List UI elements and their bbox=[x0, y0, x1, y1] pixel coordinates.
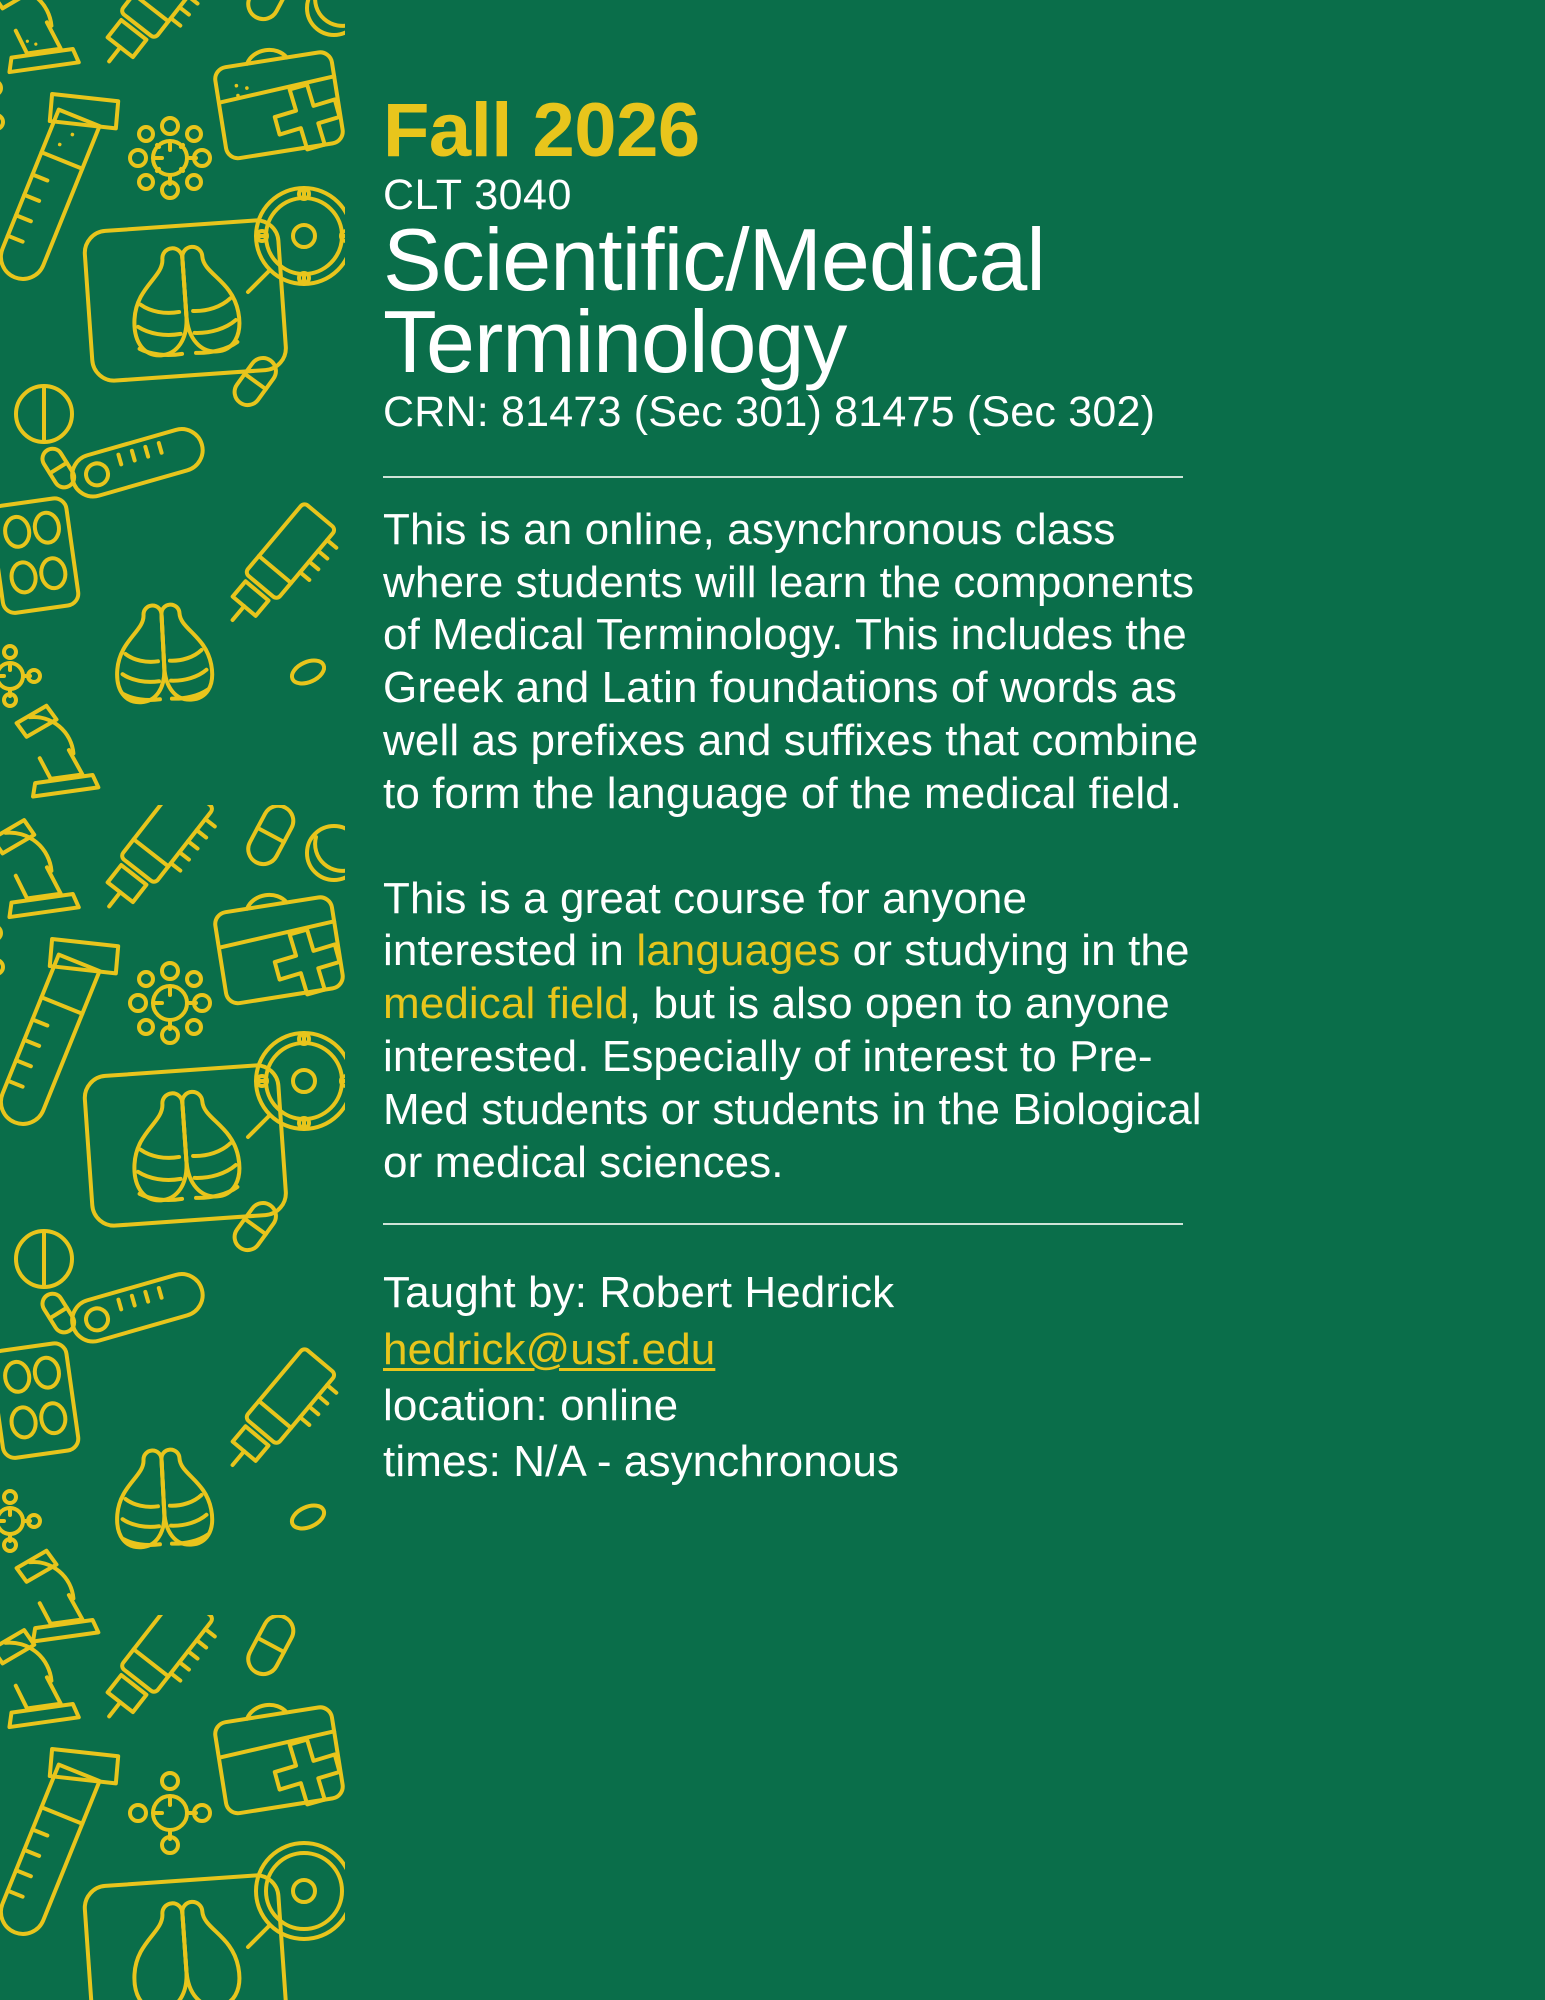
medical-doodle-pattern bbox=[0, 0, 345, 2000]
thermometer-icon bbox=[67, 424, 207, 501]
microscope-icon bbox=[0, 1624, 79, 1728]
syringe-icon bbox=[92, 1615, 224, 1737]
first-aid-kit-icon bbox=[212, 1695, 345, 1817]
location-line: location: online bbox=[383, 1381, 679, 1431]
pill-blister-pack-icon bbox=[0, 1342, 80, 1460]
test-tube-icon bbox=[0, 922, 126, 1136]
first-aid-kit-icon bbox=[212, 885, 345, 1007]
microscope-icon bbox=[0, 814, 79, 918]
virus-molecule-icon bbox=[130, 118, 210, 198]
thermometer-icon bbox=[67, 1269, 207, 1346]
description-paragraph-1: This is an online, asynchronous class where students will learn the components of Medical Terminology. This includes the Greek and Latin foundations of words as well as prefixes and suffixes that combine to form the language of the medical field. bbox=[383, 504, 1199, 818]
highlight-medical-field: medical field bbox=[383, 979, 629, 1029]
syringe-icon bbox=[92, 0, 224, 82]
course-title: Scientific/Medical Terminology bbox=[383, 209, 1045, 391]
round-pill-icon bbox=[307, 826, 345, 880]
magnifying-glass-virus-icon bbox=[248, 1843, 345, 1947]
microscope-icon bbox=[0, 0, 79, 73]
lungs-xray-icon bbox=[114, 1448, 214, 1549]
magnifying-glass-virus-icon bbox=[248, 1033, 345, 1137]
virus-molecule-icon bbox=[130, 963, 210, 1043]
term-heading: Fall 2026 bbox=[383, 88, 700, 173]
instructor-line: Taught by: Robert Hedrick bbox=[383, 1268, 895, 1318]
test-tube-icon bbox=[0, 77, 126, 291]
flyer-content bbox=[345, 0, 1545, 2000]
microscope-icon bbox=[15, 700, 99, 797]
syringe-icon bbox=[92, 805, 224, 927]
round-pill-icon bbox=[288, 656, 327, 688]
crn-line: CRN: 81473 (Sec 301) 81475 (Sec 302) bbox=[383, 387, 1156, 436]
paragraph-2-segment-2: or studying in the bbox=[840, 926, 1190, 976]
instructor-email-line bbox=[383, 1322, 1485, 1378]
capsule-pill-icon bbox=[243, 1615, 299, 1679]
paragraph-2-segment-3: , but is also open to anyone interested. Especially of interest to Pre-Med students or students in the Biological or medical sciences. bbox=[383, 979, 1202, 1187]
divider-bottom bbox=[383, 1223, 1183, 1225]
capsule-pill-icon bbox=[229, 353, 281, 410]
description-paragraph-2 bbox=[383, 873, 1203, 1190]
round-pill-icon bbox=[307, 0, 345, 35]
instructor-email-link[interactable]: hedrick@usf.edu bbox=[383, 1324, 716, 1374]
first-aid-kit-icon bbox=[212, 40, 345, 162]
virus-molecule-icon bbox=[0, 646, 40, 706]
round-pill-icon bbox=[16, 386, 72, 442]
virus-molecule-icon bbox=[130, 1773, 210, 1853]
syringe-icon bbox=[217, 1347, 345, 1486]
capsule-pill-icon bbox=[229, 1198, 281, 1255]
divider-top bbox=[383, 476, 1183, 478]
virus-molecule-icon bbox=[0, 926, 3, 974]
lungs-xray-icon bbox=[114, 603, 214, 704]
pill-blister-pack-icon bbox=[0, 497, 80, 615]
highlight-languages: languages bbox=[636, 926, 841, 976]
test-tube-icon bbox=[0, 1732, 126, 1946]
capsule-pill-icon bbox=[243, 805, 299, 869]
times-line: times: N/A - asynchronous bbox=[383, 1437, 900, 1487]
virus-molecule-icon bbox=[0, 1491, 40, 1551]
round-pill-icon bbox=[16, 1231, 72, 1287]
syringe-icon bbox=[217, 502, 345, 641]
paragraph-2-segment-1: This is a great course for anyone interested in bbox=[383, 873, 1028, 976]
pattern-tile bbox=[0, 0, 345, 805]
pattern-tile bbox=[0, 805, 345, 1650]
round-pill-icon bbox=[288, 1501, 327, 1533]
pattern-tile bbox=[0, 1615, 345, 2000]
magnifying-glass-virus-icon bbox=[248, 188, 345, 292]
virus-molecule-icon bbox=[0, 81, 3, 129]
course-code: CLT 3040 bbox=[383, 170, 572, 219]
capsule-pill-icon bbox=[243, 0, 299, 24]
